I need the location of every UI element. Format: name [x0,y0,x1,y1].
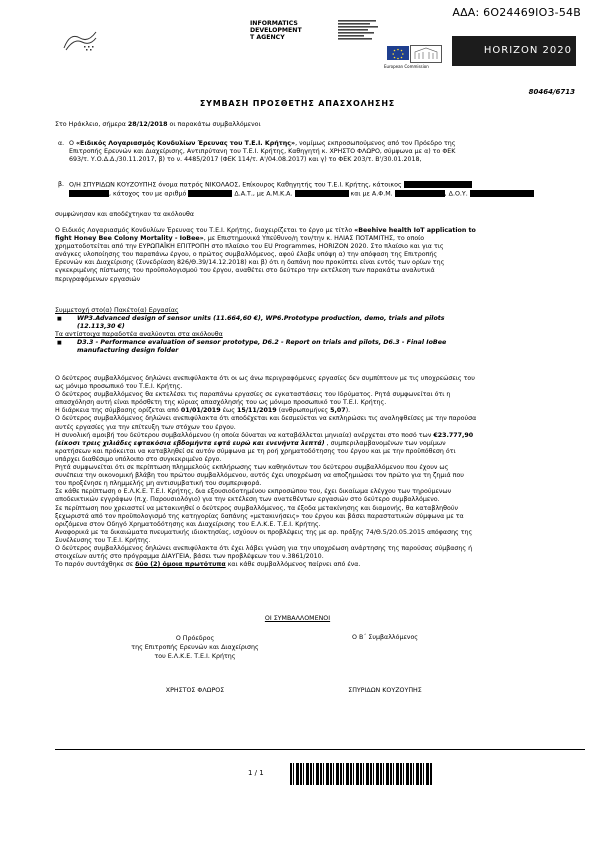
signature-right-title: Ο Β΄ Συμβαλλόμενος [351,634,418,641]
left-title-line-2: της Επιτροπής Ερευνών και Διαχείρισης [131,644,259,651]
project-line-1-text: Ο Ειδικός Λογαριασμός Κονδυλίων Έρευνας του Τ.Ε.Ι. Κρήτης, διαχειρίζεται το έργο με τίτλο [55,227,355,234]
payment-line-2-rest: , συμπεριλαμβανομένων των νομίμων [324,439,446,447]
left-title-line-3: του Ε.Λ.Κ.Ε. Τ.Ε.Ι. Κρήτης [154,653,236,660]
footer-divider [55,749,585,750]
party-a-pre: Ο [69,140,76,147]
work-heading-text: Συμμετοχή στο(α) Πακέτο(α) Εργασίας [55,307,179,314]
party-a-line-2: Επιτροπής Ερευνών και Διαχείρισης, Αντιπρύτανη του Τ.Ε.Ι. Κρήτης, Καθηγητή κ. ΧΡΗΣΤΟ ΦΛΩΡΟ, σύμφωνα με α) το ΦΕΚ [69,148,456,156]
payment-line-2 [55,440,585,448]
terms-line: συνέπεια την οικονομική βλάβη του πρώτου συμβαλλόμενου, αυτός έχει υποχρέωση να αποζημιώσει τον πρώτο για τη ζημιά που [55,472,464,480]
party-a-label: α. [58,140,65,147]
project-line-6: εγκεκριμένης πίστωσης του προϋπολογισμού του έργου, αναθέτει στο δεύτερο την εκτέλεση των παρακάτω αναλυτικά [55,267,435,275]
party-a-block [69,140,585,164]
payment-amount: €23.777,90 [433,431,474,439]
work-item-2 [55,339,585,355]
copies-count: δύο (2) όμοια πρωτότυπα [135,561,226,569]
terms-line: Αναφορικά με τα δικαιώματα πνευματικής ιδιοκτησίας, ισχύουν οι προβλέψεις της με αρ. πράξης 74/Θ.5/20.05.2015 απόφασης της [55,528,473,536]
deliverables-heading-text: Τα αντίστοιχα παραδοτέα αναλύονται στα ακόλουθα [55,331,223,339]
european-commission-logo [410,45,442,63]
redacted-afm [395,190,445,197]
final-pre: Το παρόν συντάχθηκε σε [55,561,136,569]
bullet-icon: ■ [57,340,62,347]
redacted-address [404,181,472,188]
project-line-1 [55,227,585,235]
acceptance-line: Ο δεύτερος συμβαλλόμενος δηλώνει ανεπιφύλακτα ότι αποδέχεται και δεσμεύεται να εκπληρώσει τις αναληφθείσες με την παρούσα [55,415,477,423]
obligations-line: Ο δεύτερος συμβαλλόμενος θα εκτελέσει τις παραπάνω εργασίες σε εγκαταστάσεις του Ιδρύματος. Ρητά συμφωνείται ότι η [55,391,451,399]
terms-line: Συνέλευσης του Τ.Ε.Ι. Κρήτης. [55,536,151,544]
party-b-id-pre: , κάτοχος του με αριθμό [109,190,187,198]
signature-left-name: ΧΡΗΣΤΟΣ ΦΛΩΡΟΣ [165,687,225,694]
page-number: 1 / 1 [248,769,264,777]
party-b-line-1 [69,181,585,190]
bullet-icon: ■ [57,316,62,323]
signature-left-title [110,634,280,661]
obligations-line: απασχόληση αυτή είναι πρόσθετη της κύριας απασχόλησής του ως μόνιμο προσωπικό του Τ.Ε.Ι. Κρήτης. [55,399,387,407]
project-line-2 [55,235,585,243]
payment-line-1 [55,432,585,440]
party-b-label: β. [58,181,65,188]
project-line-7: περιγραφόμενων εργασιών [55,275,141,283]
redacted-amka [295,190,349,197]
terms-line: αποδεικτικών εγγράφων (π.χ. Παρουσιολόγιο) για την εκτέλεση των ανατεθέντων εργασιών στο δεύτερο συμβαλλόμενο. [55,496,440,504]
terms-line: του προξένησε η πλημμελής μη αντισυμβατική του συμπεριφορά. [55,480,262,488]
duration-end: ). [345,407,351,415]
signatories-heading [0,615,595,622]
intro-pre: Στο Ηράκλειο, σήμερα [55,121,128,128]
agreement-line: συμφώνησαν και αποδέχτηκαν τα ακόλουθα [55,211,194,218]
party-b-afm-pre: και με Α.Φ.Μ. [350,190,393,198]
work-item-2-line-1: D3.3 - Performance evaluation of sensor prototype, D6.2 - Report on trials and pilots, D6.3 - Final IoBee [77,339,447,347]
payment-line-4: υπάρχει διαθέσιμο υπόλοιπο στο συγκεκριμένο έργο. [55,455,222,463]
logo-line-3: T AGENCY [250,34,285,41]
payment-text: Η συνολική αμοιβή του δεύτερου συμβαλλόμενου (η οποία δύναται να καταβάλλεται μηνιαία) ανέρχεται στο ποσό των [55,431,434,439]
work-heading [55,307,585,315]
intro-post: οι παρακάτω συμβαλλόμενοι [167,121,261,128]
terms-line: ξεχωριστά από τον προϋπολογισμό της κατηγορίας δαπάνης «μετακινήσεις» του έργου και βάσει παραστατικών σύμφωνα με τα [55,512,464,520]
party-b-amka-pre: Δ.Α.Τ., με Α.Μ.Κ.Α. [234,190,293,198]
duration-mid: έως [220,407,237,415]
left-title-line-1: Ο Πρόεδρος [175,635,215,642]
redacted-id-number [188,190,232,197]
informatics-development-agency-logo [250,20,330,41]
work-item-1 [55,315,585,331]
terms-line: Ο δεύτερος συμβαλλόμενος δηλώνει ανεπιφύλακτα ότι έχει λάβει γνώση για την υποχρέωση ανάρτησης της παρούσας σύμβασης ή [55,544,473,552]
acceptance-line: αυτές εργασίες για την επίτευξη των στόχων του έργου. [55,423,236,431]
contract-date: 28/12/2018 [127,121,168,128]
terms-line: στοιχείων αυτής στο πρόγραμμα ΔΙΑΥΓΕΙΑ, βάσει των προβλέψεων του ν.3861/2010. [55,553,324,561]
project-line-2-text: , με Επιστημονικά Υπεύθυνο/η τον/την κ. ΗΛΙΑΣ ΠΟΤΑΜΙΤΗΣ, το οποίο [203,235,425,243]
party-b-block [69,181,585,198]
payment-amount-words: (είκοσι τρεις χιλιάδες εφτακόσια εβδομήντα εφτά ευρώ και ενενήντα λεπτά) [55,439,325,447]
funding-microtext-logo [338,20,384,44]
terms-line: Σε περίπτωση που χρειαστεί να μετακινηθεί ο δεύτερος συμβαλλόμενος, τα έξοδα μετακίνησης και διαμονής, θα καταβληθούν [55,504,459,512]
work-item-2-line-2: manufacturing design folder [77,347,179,355]
project-line-4: ανάγκες υλοποίησης του παραπάνω έργου, ο πρώτος συμβαλλόμενος, αφού έλαβε υπόψη α) την απόφαση της Επιτροπής [55,251,438,259]
redacted-city [69,190,109,197]
party-b-doy-pre: , Δ.Ο.Υ. [444,190,468,198]
signatories-heading-text: ΟΙ ΣΥΜΒΑΛΛΟΜΕΝΟΙ [264,615,331,622]
protocol-number: 80464/6713 [528,88,575,96]
intro-line [55,121,585,129]
project-title-part-1: «Beehive health IoT application to [354,227,476,234]
obligations-line: ως μόνιμο προσωπικό του Τ.Ε.Ι. Κρήτης. [55,383,183,391]
final-post: και κάθε συμβαλλόμενος παίρνει από ένα. [225,561,361,569]
logo-line-1: INFORMATICS [250,20,298,27]
logo-line-2: DEVELOPMENT [250,27,302,34]
project-title-part-2: fight Honey Bee Colony Mortality - IoBee» [55,235,204,243]
duration-pre: Η διάρκεια της σύμβασης ορίζεται από [55,407,181,415]
project-line-3: χρηματοδοτείται από την ΕΥΡΩΠΑΪΚΗ ΕΠΙΤΡΟΠΗ στο πλαίσιο του EU Programmes, HORIZON 2020. Στο πλαίσιο και για τις [55,243,444,251]
party-b-line-1-text: Ο/Η ΣΠΥΡΙΔΩΝ ΚΟΥΖΟΥΠΗΣ όνομα πατρός ΝΙΚΟΛΑΟΣ, Επίκουρος Καθηγητής του Τ.Ε.Ι. Κρήτης, κάτοικος [69,181,402,189]
horizon-2020-logo: HORIZON 2020 [452,36,576,66]
barcode-icon [290,763,432,785]
party-a-line-3: 693/τ. Υ.Ο.Δ.Δ./30.11.2017, β) το ν. 4485/2017 (ΦΕΚ 114/τ. Α'/04.08.2017) και γ) το ΦΕΚ 203/τ. Β'/30.01.2018, [69,156,422,164]
party-b-line-2 [69,190,585,199]
tei-crete-logo [60,28,100,52]
terms-line: Σε κάθε περίπτωση ο Ε.Λ.Κ.Ε. Τ.Ε.Ι. Κρήτης, δια εξουσιοδοτημένου εκπροσώπου του, έχει δικαίωμα ελέγχου των τηρούμενων [55,488,452,496]
redacted-doy [470,190,534,197]
payment-line-3: κρατήσεων και πρόκειται να καταβληθεί σε αυτόν σύμφωνα με τη ροή χρηματοδότησης του έργου και με την προϋπόθεση ότι [55,447,456,455]
end-date: 15/11/2019 [236,407,277,415]
duration-post: (ανθρωπομήνες [276,407,331,415]
project-paragraph [55,227,585,284]
obligations-paragraph [55,375,585,569]
party-a-name: «Ειδικός Λογαριασμός Κονδυλίων Έρευνας του Τ.Ε.Ι. Κρήτης» [75,140,296,147]
signature-right-name: ΣΠΥΡΙΔΩΝ ΚΟΥΖΟΥΠΗΣ [348,687,422,694]
project-line-5: Ερευνών και Διαχείρισης (Συνεδρίαση 826/Θ.39/14.12.2018) και β) ότι η δαπάνη που προκύπτει είναι εντός των ορίων της [55,259,445,267]
work-item-1-line-2: (12.113,30 €) [77,323,125,331]
start-date: 01/01/2019 [180,407,221,415]
eu-flag-icon [387,46,409,60]
party-a-line-1 [69,140,585,148]
work-section [55,307,585,356]
person-months: 5,07 [330,407,346,415]
obligations-line: Ο δεύτερος συμβαλλόμενος δηλώνει ανεπιφύλακτα ότι οι ως άνω περιγραφόμενες εργασίες δεν συμπίπτουν με τις υποχρεώσεις του [55,375,475,382]
european-commission-caption: European Commission [384,64,429,69]
terms-line: Ρητά συμφωνείται ότι σε περίπτωση πλημμελούς εκπλήρωσης των καθηκόντων του δεύτερου συμβαλλόμενου που έχουν ως [55,464,449,472]
party-a-line-1-rest: , νομίμως εκπροσωπούμενος από τον Πρόεδρο της [295,140,456,147]
final-line [55,561,585,569]
document-title: ΣΥΜΒΑΣΗ ΠΡΟΣΘΕΤΗΣ ΑΠΑΣΧΟΛΗΣΗΣ [199,99,396,108]
terms-line: οριζόμενα στον Οδηγό Χρηματοδότησης και Διαχείρισης του Ε.Λ.Κ.Ε. Τ.Ε.Ι. Κρήτης. [55,520,321,528]
ada-code: ΑΔΑ: 6Ο24469ΙΟ3-54Β [452,6,581,19]
work-item-1-line-1: WP3.Advanced design of sensor units (11.664,60 €), WP6.Prototype production, demo, trials and pilots [77,315,445,323]
